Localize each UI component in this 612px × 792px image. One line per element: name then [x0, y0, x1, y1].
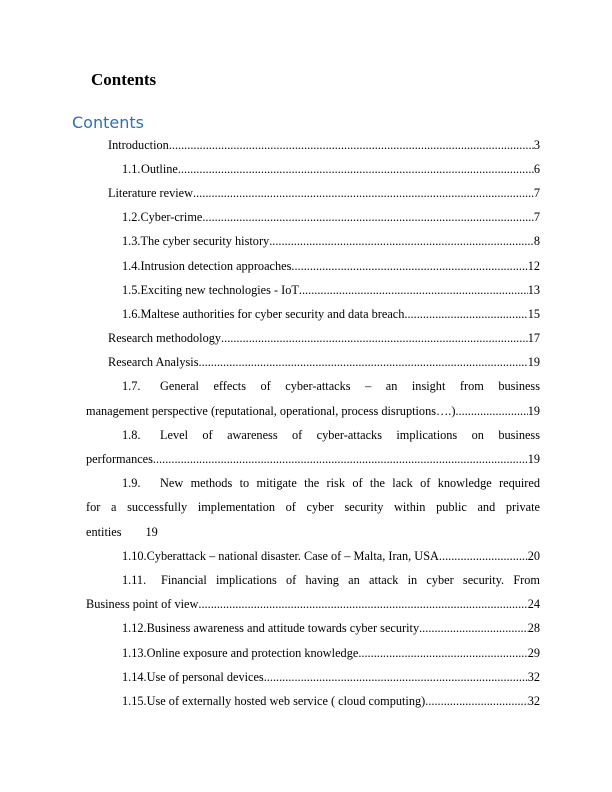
toc-entry-title: The cyber security history: [140, 234, 270, 249]
toc-leader: [404, 307, 527, 322]
toc-entry-page: 28: [527, 621, 540, 636]
toc-leader: [178, 162, 534, 177]
toc-entry-title: Literature review: [108, 185, 194, 200]
toc-leader: [169, 138, 534, 153]
toc-entry-title: Online exposure and protection knowledge: [146, 645, 359, 660]
toc-entry-title: Business awareness and attitude towards cyber security: [146, 621, 420, 636]
toc-entry-title-line3: entities: [86, 524, 122, 539]
toc-entry-number: 1.15.: [122, 693, 147, 708]
toc-entry[interactable]: [86, 254, 540, 278]
toc-entry-page: 24: [527, 597, 540, 612]
toc-entry-page: 7: [533, 210, 540, 225]
table-of-contents: [86, 133, 540, 714]
toc-entry-title: Maltese authorities for cyber security and data breach: [140, 306, 405, 321]
toc-entry[interactable]: [86, 544, 540, 568]
toc-entry-page: 32: [527, 693, 540, 708]
toc-entry-page: 19: [527, 403, 540, 418]
toc-entry-number: 1.3.: [122, 234, 141, 249]
toc-entry-number: 1.6.: [122, 306, 141, 321]
toc-entry[interactable]: [86, 327, 540, 351]
toc-entry[interactable]: [86, 278, 540, 302]
toc-leader: [269, 234, 534, 249]
toc-entry-number: 1.10.: [122, 548, 147, 563]
toc-entry[interactable]: [86, 472, 540, 496]
toc-entry-title: Research Analysis: [108, 355, 199, 370]
toc-entry-page: 32: [527, 669, 540, 684]
toc-leader: [299, 283, 528, 298]
toc-entry-page: 15: [527, 306, 540, 321]
toc-leader: [221, 331, 528, 346]
toc-entry[interactable]: [86, 230, 540, 254]
contents-heading: Contents: [91, 70, 157, 89]
toc-heading: Contents: [72, 113, 144, 132]
toc-entry-title: Intrusion detection approaches: [140, 258, 292, 273]
toc-entry-number: 1.4.: [122, 258, 141, 273]
toc-entry-page: 20: [527, 548, 540, 563]
toc-entry-continuation[interactable]: [86, 399, 540, 423]
toc-entry-page: 29: [527, 645, 540, 660]
toc-entry[interactable]: [86, 133, 540, 157]
toc-entry-page: 19: [527, 355, 540, 370]
toc-entry-page: 12: [527, 258, 540, 273]
toc-leader: [202, 210, 533, 225]
toc-entry-title: Cyber-crime: [140, 210, 203, 225]
toc-entry-title: Exciting new technologies - IoT: [140, 282, 299, 297]
toc-leader: [455, 404, 527, 419]
toc-entry-page: 8: [533, 234, 540, 249]
toc-entry-page: 17: [527, 331, 540, 346]
toc-entry-title-line1: General effects of cyber-attacks – an insight from business: [160, 379, 540, 394]
toc-leader: [199, 355, 528, 370]
toc-entry-continuation[interactable]: [86, 496, 540, 520]
toc-entry-title-line2: Business point of view: [86, 597, 199, 612]
toc-entry[interactable]: [86, 181, 540, 205]
toc-entry-title-line2: for a successfully implementation of cyber security within public and private: [86, 500, 540, 515]
toc-entry[interactable]: [86, 617, 540, 641]
toc-leader: [264, 670, 528, 685]
toc-entry-number: 1.5.: [122, 282, 141, 297]
toc-entry[interactable]: [86, 665, 540, 689]
toc-entry-title-line1: Level of awareness of cyber-attacks implications on business: [160, 427, 540, 442]
toc-leader: [425, 694, 527, 709]
toc-entry-number: 1.12.: [122, 621, 147, 636]
toc-entry-number: 1.8.: [122, 427, 141, 442]
toc-entry-continuation[interactable]: [86, 520, 540, 544]
toc-leader: [358, 646, 527, 661]
toc-entry-title-line2: management perspective (reputational, operational, process disruptions….): [86, 403, 456, 418]
toc-entry-number: 1.13.: [122, 645, 147, 660]
toc-entry[interactable]: [86, 157, 540, 181]
toc-entry-number: 1.9.: [122, 476, 141, 491]
toc-entry-page: 7: [533, 185, 540, 200]
toc-entry[interactable]: [86, 206, 540, 230]
toc-entry[interactable]: [86, 568, 540, 592]
toc-entry-title-line2: performances: [86, 452, 153, 467]
toc-leader: [419, 621, 528, 636]
toc-entry[interactable]: [86, 689, 540, 713]
toc-entry[interactable]: [86, 302, 540, 326]
toc-leader: [198, 597, 527, 612]
toc-entry[interactable]: [86, 641, 540, 665]
toc-entry-number: 1.14.: [122, 669, 147, 684]
toc-entry-title: Cyberattack – national disaster. Case of – Malta, Iran, USA: [146, 548, 439, 563]
toc-entry-title: Use of personal devices: [146, 669, 264, 684]
toc-entry-title-line1: New methods to mitigate the risk of the lack of knowledge required: [160, 476, 540, 491]
toc-entry-page: 13: [527, 282, 540, 297]
toc-entry-title: Research methodology: [108, 331, 222, 346]
toc-leader: [153, 452, 528, 467]
toc-entry-page: 19: [145, 524, 158, 539]
toc-leader: [291, 259, 527, 274]
toc-leader: [193, 186, 534, 201]
toc-entry-number: 1.2.: [122, 210, 141, 225]
toc-entry-continuation[interactable]: [86, 447, 540, 471]
toc-entry-title-line1: Financial implications of having an attack in cyber security. From: [161, 572, 540, 587]
toc-entry-page: 19: [527, 452, 540, 467]
toc-entry-number: 1.7.: [122, 379, 141, 394]
toc-entry[interactable]: [86, 423, 540, 447]
toc-entry-title: Use of externally hosted web service ( cloud computing): [146, 693, 426, 708]
toc-entry-title: Introduction: [108, 137, 169, 152]
toc-entry-continuation[interactable]: [86, 593, 540, 617]
toc-entry[interactable]: [86, 351, 540, 375]
toc-entry-number: 1.11.: [122, 572, 147, 587]
toc-entry[interactable]: [86, 375, 540, 399]
toc-entry-page: 6: [533, 161, 540, 176]
toc-leader: [439, 549, 528, 564]
toc-entry-title: Outline: [140, 161, 178, 176]
toc-entry-page: 3: [533, 137, 540, 152]
toc-entry-number: 1.1.: [122, 161, 141, 176]
